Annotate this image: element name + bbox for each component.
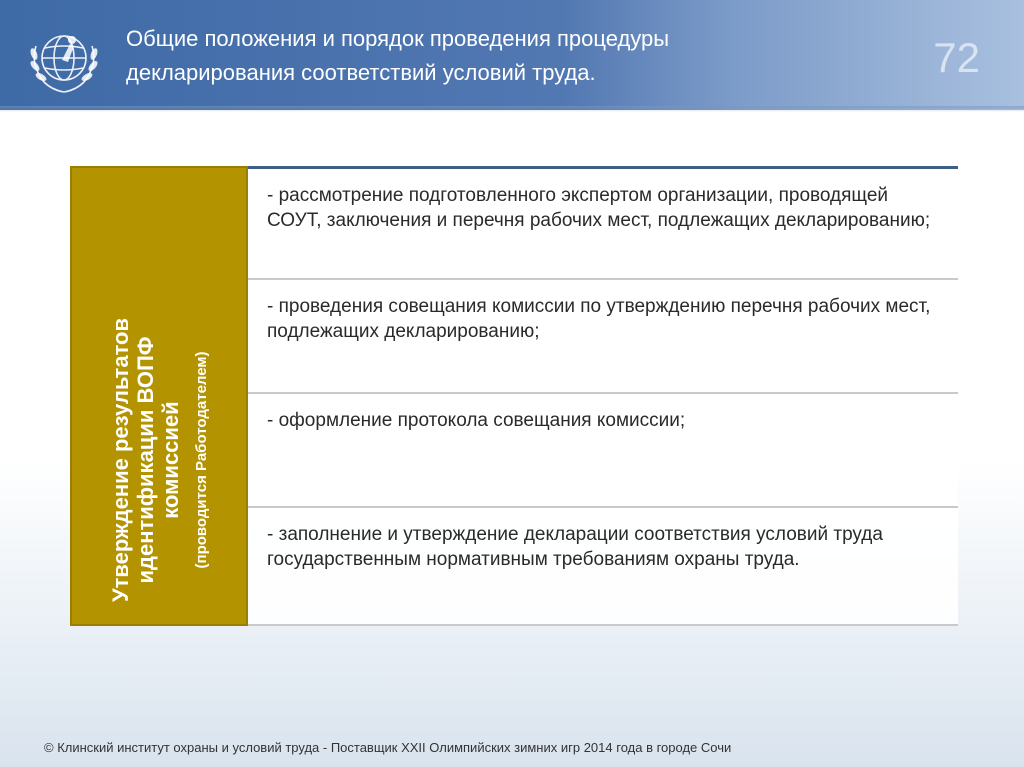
table-row xyxy=(248,278,958,392)
table-row xyxy=(248,506,958,626)
slide-title xyxy=(126,22,846,90)
slide-title-line-1: Общие положения и порядок проведения процедуры xyxy=(126,26,670,51)
slide-header xyxy=(0,0,1024,110)
steps-table xyxy=(248,166,958,626)
stage-label-note: (проводится Работодателем) xyxy=(193,351,210,569)
step-text: - рассмотрение подготовленного экспертом организации, проводящей СОУТ, заключения и перечня рабочих мест, подлежащих декларированию; xyxy=(267,185,931,231)
stage-label-line-2: идентификации ВОПФ xyxy=(133,336,158,584)
step-text: - оформление протокола совещания комиссии; xyxy=(267,410,686,431)
table-row xyxy=(248,392,958,506)
stage-label-line-1: Утверждение результатов xyxy=(108,317,133,603)
footer-copyright: © Клинский институт охраны и условий труда - Поставщик XXII Олимпийских зимних игр 2014 года в городе Сочи xyxy=(44,740,732,755)
slide-title-line-2: декларирования соответствий условий труда. xyxy=(126,60,596,85)
table-row xyxy=(248,166,958,279)
step-text: - проведения совещания комиссии по утверждению перечня рабочих мест, подлежащих декларированию; xyxy=(267,296,931,342)
header-shadow xyxy=(0,106,1024,112)
slide-number: 72 xyxy=(933,34,980,81)
stage-label-line-3: комиссией xyxy=(158,401,183,519)
globe-laurel-icon xyxy=(22,16,106,100)
stage-label xyxy=(89,230,229,690)
step-text: - заполнение и утверждение декларации соответствия условий труда государственным нормативным требованиям охраны труда. xyxy=(267,524,883,570)
